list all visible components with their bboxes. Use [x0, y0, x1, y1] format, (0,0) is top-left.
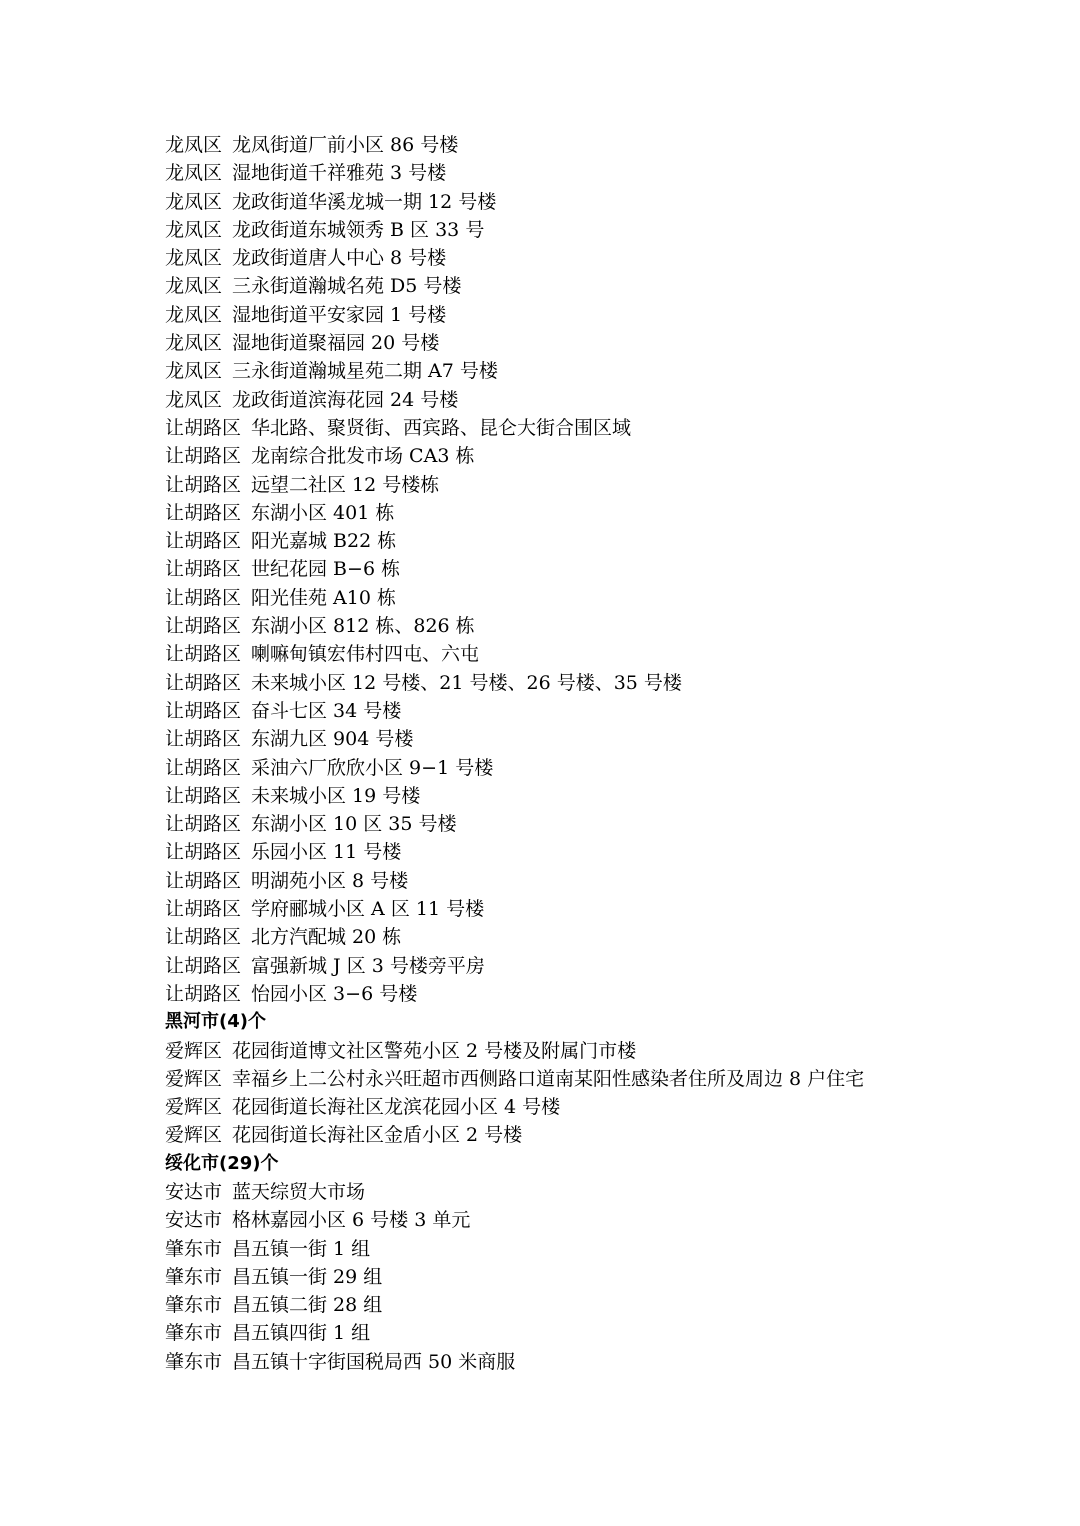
list-item — [165, 159, 1065, 187]
location-text: 花园街道长海社区龙滨花园小区 4 号楼 — [232, 1096, 561, 1119]
location-text: 龙南综合批发市场 CA3 栋 — [251, 445, 475, 468]
district-name: 龙凤区 — [165, 134, 223, 156]
district-name: 让胡路区 — [165, 728, 242, 751]
location-text: 湿地街道聚福园 20 号楼 — [232, 332, 440, 355]
location-text: 格林嘉园小区 6 号楼 3 单元 — [232, 1209, 471, 1232]
list-item — [165, 329, 1065, 357]
section-heading: 绥化市(29)个 — [165, 1152, 279, 1174]
location-text: 龙政街道唐人中心 8 号楼 — [232, 247, 447, 270]
location-text: 阳光嘉城 B22 栋 — [251, 530, 397, 553]
location-text: 明湖苑小区 8 号楼 — [251, 869, 409, 892]
location-text: 蓝天综贸大市场 — [232, 1180, 366, 1203]
location-text: 远望二社区 12 号楼栋 — [251, 473, 440, 496]
district-name: 爱辉区 — [165, 1096, 223, 1119]
list-item — [165, 1037, 1065, 1065]
district-name: 让胡路区 — [165, 784, 242, 807]
list-item — [165, 301, 1065, 329]
district-name: 龙凤区 — [165, 190, 223, 213]
list-item — [165, 244, 1065, 272]
list-item — [165, 1178, 1065, 1206]
district-name: 让胡路区 — [165, 586, 242, 609]
district-name: 让胡路区 — [165, 643, 242, 666]
district-name: 龙凤区 — [165, 247, 223, 270]
list-item — [165, 584, 1065, 612]
district-name: 让胡路区 — [165, 756, 242, 779]
district-name: 让胡路区 — [165, 615, 242, 638]
district-name: 让胡路区 — [165, 445, 242, 468]
list-item — [165, 1291, 1065, 1319]
district-name: 安达市 — [165, 1209, 223, 1232]
list-item — [165, 725, 1065, 753]
list-item — [165, 188, 1065, 216]
list-item — [165, 1206, 1065, 1234]
location-text: 湿地街道平安家园 1 号楼 — [232, 303, 447, 326]
location-text: 未来城小区 19 号楼 — [251, 784, 421, 807]
location-text: 花园街道博文社区警苑小区 2 号楼及附属门市楼 — [232, 1039, 637, 1062]
list-item — [165, 1348, 1065, 1376]
list-item — [165, 895, 1065, 923]
list-item — [165, 980, 1065, 1008]
location-text: 北方汽配城 20 栋 — [251, 926, 402, 949]
list-item — [165, 669, 1065, 697]
district-name: 让胡路区 — [165, 671, 242, 694]
list-item — [165, 216, 1065, 244]
location-text: 湿地街道千祥雅苑 3 号楼 — [232, 162, 447, 185]
location-text: 东湖小区 10 区 35 号楼 — [251, 813, 457, 836]
list-item — [165, 1263, 1065, 1291]
section-heading: 黑河市(4)个 — [165, 1011, 266, 1033]
list-item — [165, 1065, 1065, 1093]
list-item — [165, 386, 1065, 414]
list-item — [165, 357, 1065, 385]
list-item — [165, 1235, 1065, 1263]
list-item — [165, 1121, 1065, 1149]
list-item — [165, 499, 1065, 527]
district-name: 让胡路区 — [165, 699, 242, 722]
list-item — [165, 442, 1065, 470]
district-name: 让胡路区 — [165, 530, 242, 553]
district-name: 让胡路区 — [165, 558, 242, 581]
location-text: 采油六厂欣欣小区 9−1 号楼 — [251, 756, 494, 779]
location-text: 奋斗七区 34 号楼 — [251, 699, 402, 722]
district-name: 爱辉区 — [165, 1124, 223, 1147]
district-name: 肇东市 — [165, 1265, 223, 1288]
district-name: 让胡路区 — [165, 416, 242, 439]
location-text: 昌五镇十字街国税局西 50 米商服 — [232, 1350, 516, 1373]
district-name: 安达市 — [165, 1180, 223, 1203]
district-name: 让胡路区 — [165, 813, 242, 836]
district-name: 肇东市 — [165, 1350, 223, 1373]
location-text: 世纪花园 B−6 栋 — [251, 558, 401, 581]
district-name: 龙凤区 — [165, 303, 223, 326]
location-text: 乐园小区 11 号楼 — [251, 841, 402, 864]
list-item — [165, 414, 1065, 442]
location-text: 龙政街道东城领秀 B 区 33 号 — [232, 218, 485, 241]
district-name: 让胡路区 — [165, 926, 242, 949]
district-name: 肇东市 — [165, 1237, 223, 1260]
district-name: 让胡路区 — [165, 869, 242, 892]
district-name: 让胡路区 — [165, 954, 242, 977]
location-text: 富强新城 J 区 3 号楼旁平房 — [251, 954, 485, 977]
list-item — [165, 810, 1065, 838]
list-item — [165, 527, 1065, 555]
district-name: 让胡路区 — [165, 898, 242, 921]
location-text: 三永街道瀚城星苑二期 A7 号楼 — [232, 360, 498, 383]
district-name: 爱辉区 — [165, 1067, 223, 1090]
location-text: 三永街道瀚城名苑 D5 号楼 — [232, 275, 462, 298]
location-text: 未来城小区 12 号楼、21 号楼、26 号楼、35 号楼 — [251, 671, 682, 694]
list-item — [165, 697, 1065, 725]
list-item — [165, 1319, 1065, 1347]
list-item — [165, 952, 1065, 980]
district-name: 肇东市 — [165, 1322, 223, 1345]
list-item — [165, 131, 1065, 159]
list-item — [165, 782, 1065, 810]
location-text: 龙政街道华溪龙城一期 12 号楼 — [232, 190, 497, 213]
location-text: 昌五镇一街 1 组 — [232, 1237, 371, 1260]
list-item — [165, 923, 1065, 951]
district-name: 龙凤区 — [165, 360, 223, 383]
district-name: 让胡路区 — [165, 841, 242, 864]
location-text: 花园街道长海社区金盾小区 2 号楼 — [232, 1124, 523, 1147]
document-page — [165, 131, 1065, 1376]
location-text: 昌五镇四街 1 组 — [232, 1322, 371, 1345]
list-item — [165, 754, 1065, 782]
district-name: 让胡路区 — [165, 473, 242, 496]
location-text: 龙政街道滨海花园 24 号楼 — [232, 388, 459, 411]
list-item — [165, 1093, 1065, 1121]
district-name: 爱辉区 — [165, 1039, 223, 1062]
district-name: 让胡路区 — [165, 982, 242, 1005]
location-text: 昌五镇二街 28 组 — [232, 1294, 383, 1317]
location-text: 喇嘛甸镇宏伟村四屯、六屯 — [251, 643, 480, 666]
location-text: 东湖小区 812 栋、826 栋 — [251, 615, 475, 638]
list-item — [165, 612, 1065, 640]
district-name: 龙凤区 — [165, 388, 223, 411]
list-item — [165, 555, 1065, 583]
location-text: 东湖九区 904 号楼 — [251, 728, 414, 751]
location-text: 龙凤街道厂前小区 86 号楼 — [232, 134, 459, 156]
district-name: 龙凤区 — [165, 218, 223, 241]
district-name: 龙凤区 — [165, 275, 223, 298]
district-name: 肇东市 — [165, 1294, 223, 1317]
list-item — [165, 272, 1065, 300]
list-item — [165, 838, 1065, 866]
location-text: 东湖小区 401 栋 — [251, 501, 395, 524]
location-text: 昌五镇一街 29 组 — [232, 1265, 383, 1288]
list-item — [165, 471, 1065, 499]
district-name: 龙凤区 — [165, 162, 223, 185]
district-name: 龙凤区 — [165, 332, 223, 355]
location-text: 华北路、聚贤街、西宾路、昆仑大街合围区域 — [251, 416, 632, 439]
location-text: 幸福乡上二公村永兴旺超市西侧路口道南某阳性感染者住所及周边 8 户住宅 — [232, 1067, 865, 1090]
location-text: 阳光佳苑 A10 栋 — [251, 586, 396, 609]
location-text: 怡园小区 3−6 号楼 — [251, 982, 418, 1005]
location-text: 学府郦城小区 A 区 11 号楼 — [251, 898, 485, 921]
list-item — [165, 640, 1065, 668]
list-item — [165, 867, 1065, 895]
district-name: 让胡路区 — [165, 501, 242, 524]
